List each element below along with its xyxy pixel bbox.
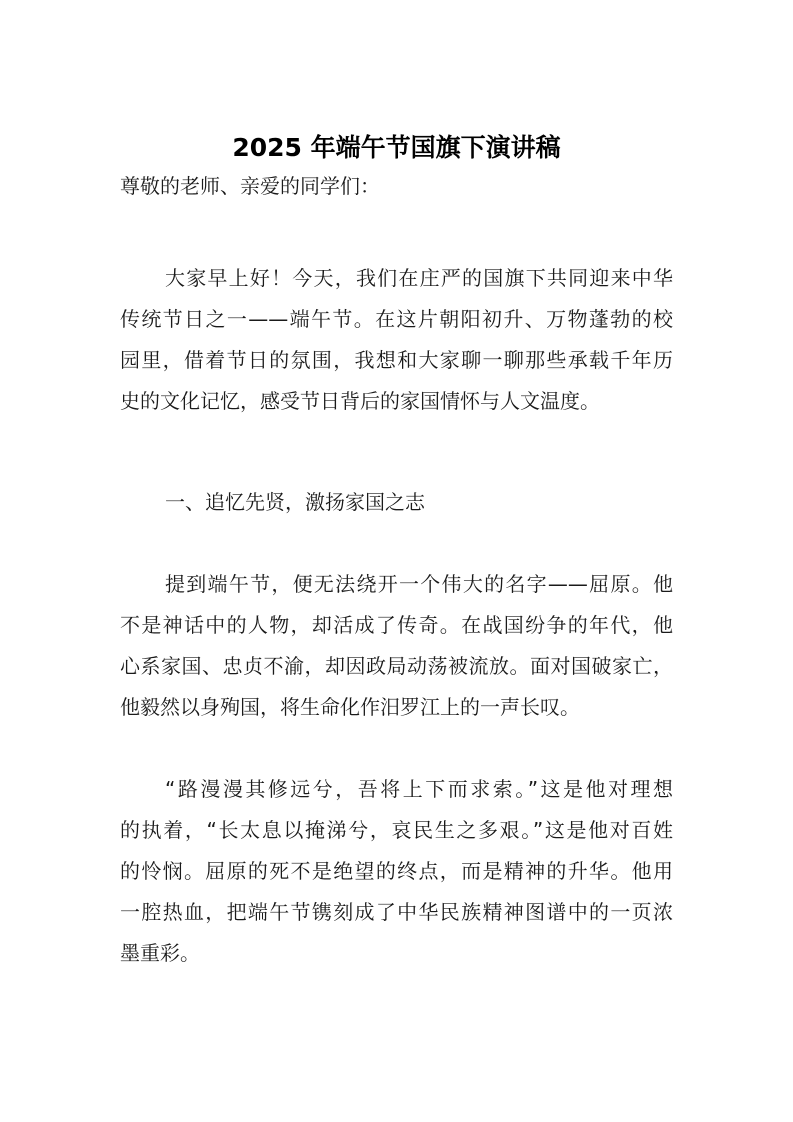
section-heading: [120, 482, 673, 523]
paragraph-line: 他毅然以身殉国，将生命化作汨罗江上的一声长叹。: [120, 695, 580, 719]
paragraph-line: 心系家国、忠贞不渝，却因政局动荡被流放。面对国破家亡，: [120, 654, 673, 678]
paragraph-line: 墨重彩。: [120, 941, 200, 965]
paragraph-line: 一腔热血，把端午节镌刻成了中华民族精神图谱中的一页浓: [120, 900, 673, 924]
paragraph-line: 的怜悯。屈原的死不是绝望的终点，而是精神的升华。他用: [120, 859, 673, 883]
paragraph-line: 的执着，“长太息以掩涕兮，哀民生之多艰。”这是他对百姓: [120, 818, 673, 842]
paragraph-line: 提到端午节，便无法绕开一个伟大的名字——屈原。他: [165, 572, 673, 596]
paragraph-quote: [120, 769, 673, 974]
paragraph-line: 传统节日之一——端午节。在这片朝阳初升、万物蓬勃的校: [120, 307, 673, 331]
paragraph-line: 园里，借着节日的氛围，我想和大家聊一聊那些承载千年历: [120, 348, 673, 372]
paragraph-line: 不是神话中的人物，却活成了传奇。在战国纷争的年代，他: [120, 613, 673, 637]
salutation: [120, 166, 673, 207]
paragraph-line: 史的文化记忆，感受节日背后的家国情怀与人文温度。: [120, 389, 600, 413]
section-heading-text: 一、追忆先贤，激扬家国之志: [165, 490, 425, 514]
paragraph-line: 大家早上好！今天，我们在庄严的国旗下共同迎来中华: [165, 266, 673, 290]
paragraph-quyuan: [120, 564, 673, 728]
paragraph-line: “路漫漫其修远兮，吾将上下而求索。”这是他对理想: [165, 777, 673, 801]
paragraph-greeting: [120, 258, 673, 422]
salutation-text: 尊敬的老师、亲爱的同学们：: [120, 174, 380, 198]
document-title: 2025 年端午节国旗下演讲稿: [232, 133, 561, 162]
